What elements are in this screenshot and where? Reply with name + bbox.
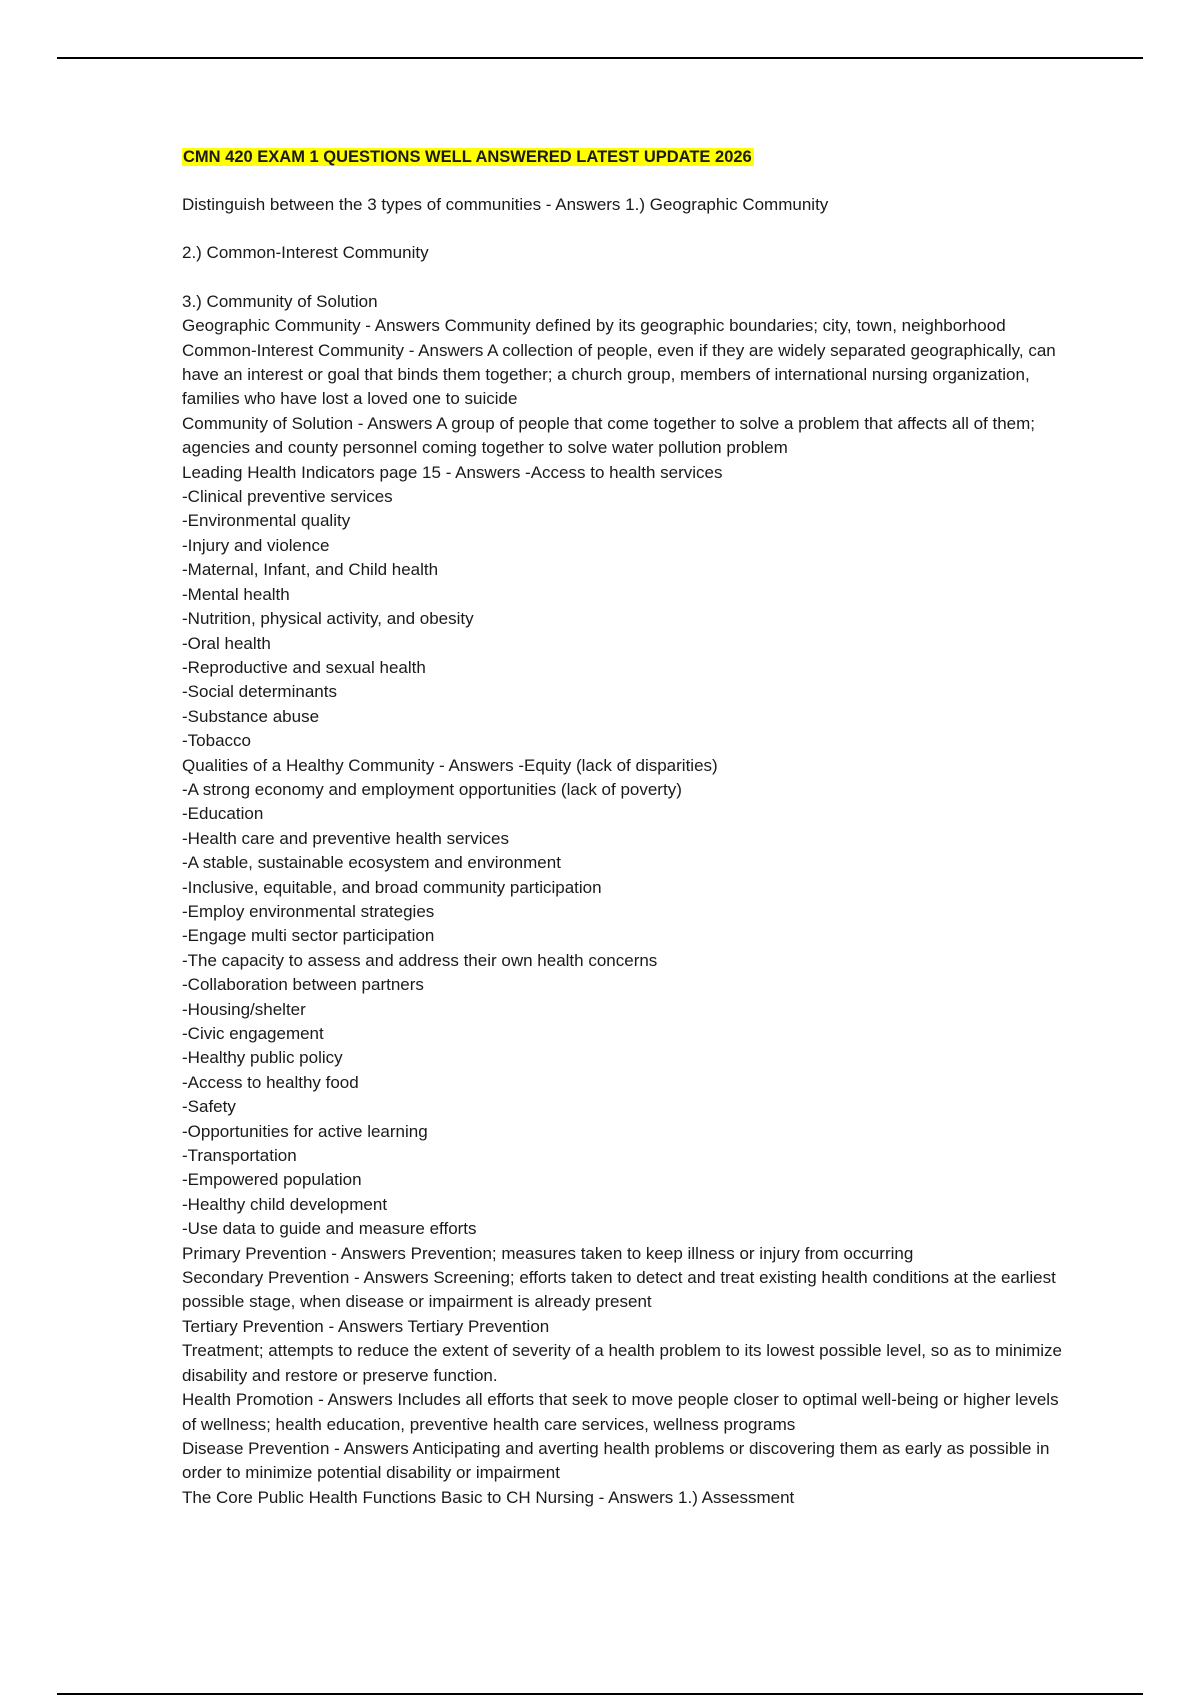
text-line: Leading Health Indicators page 15 - Answers -Access to health services [182, 462, 723, 482]
list-item: -Healthy child development [182, 1194, 388, 1214]
list-item: -Environmental quality [182, 511, 351, 531]
title-line [182, 145, 1062, 169]
list-item: -Tobacco [182, 731, 251, 751]
list-item: -Clinical preventive services [182, 487, 393, 507]
text-line: Community of Solution - Answers A group of people that come together to solve a problem that affects all of them; agencies and county personnel coming together to solve water pollution problem [182, 413, 1035, 458]
list-item: -Reproductive and sexual health [182, 657, 426, 677]
list-item: -Education [182, 804, 264, 824]
list-item: -Civic engagement [182, 1024, 324, 1043]
list-item: -Engage multi sector participation [182, 926, 435, 946]
text-line: The Core Public Health Functions Basic to CH Nursing - Answers 1.) Assessment [182, 1487, 795, 1507]
text-line: Primary Prevention - Answers Prevention; measures taken to keep illness or injury from occurring [182, 1243, 914, 1263]
footer-rule [57, 1693, 1143, 1695]
list-item: -Injury and violence [182, 535, 330, 555]
list-item: -Maternal, Infant, and Child health [182, 560, 439, 580]
list-item: -A strong economy and employment opportunities (lack of poverty) [182, 779, 682, 799]
text-line: Treatment; attempts to reduce the extent of severity of a health problem to its lowest possible level, so as to minimize disability and restore or preserve function. [182, 1341, 1063, 1385]
list-item: -Housing/shelter [182, 999, 306, 1019]
list-item: -Health care and preventive health services [182, 828, 509, 848]
text-line: Tertiary Prevention - Answers Tertiary Prevention [182, 1316, 550, 1336]
list-item: -Access to healthy food [182, 1072, 359, 1092]
text-line: Common-Interest Community - Answers A collection of people, even if they are widely separated geographically, can have an interest or goal that binds them together; a church group, members of international nursing organization, families who have lost a loved one to suicide [182, 340, 1056, 409]
list-item: -Mental health [182, 584, 290, 604]
list-item: -Opportunities for active learning [182, 1121, 428, 1141]
list-item: -Collaboration between partners [182, 975, 424, 995]
list-item: -The capacity to assess and address their own health concerns [182, 950, 658, 970]
text-line: Secondary Prevention - Answers Screening; efforts taken to detect and treat existing health conditions at the earliest possible stage, when disease or impairment is already present [182, 1268, 1056, 1312]
list-item: -Transportation [182, 1146, 297, 1166]
answers-section [182, 290, 1062, 1510]
document-body [182, 145, 1062, 1510]
list-item: -Use data to guide and measure efforts [182, 1219, 477, 1239]
list-item: -Oral health [182, 633, 271, 653]
text-line: 2.) Common-Interest Community [182, 243, 429, 263]
text-line: Disease Prevention - Answers Anticipating and averting health problems or discovering them as early as possible in order to minimize potential disability or impairment [182, 1438, 1050, 1483]
text-line: Health Promotion - Answers Includes all efforts that seek to move people closer to optimal well-being or higher levels of wellness; health education, preventive health care services, wellness programs [182, 1390, 1059, 1434]
list-item: -A stable, sustainable ecosystem and environment [182, 853, 561, 873]
text-line: Distinguish between the 3 types of communities - Answers 1.) Geographic Community [182, 195, 829, 214]
text-line: Qualities of a Healthy Community - Answers -Equity (lack of disparities) [182, 755, 718, 775]
list-item: -Nutrition, physical activity, and obesity [182, 609, 474, 629]
list-item: -Healthy public policy [182, 1048, 343, 1068]
header-rule [57, 57, 1143, 59]
text-line: Geographic Community - Answers Community defined by its geographic boundaries; city, town, neighborhood [182, 316, 1006, 336]
list-item: -Substance abuse [182, 706, 320, 726]
list-item: -Social determinants [182, 682, 337, 702]
text-line: 3.) Community of Solution [182, 291, 378, 311]
document-title: CMN 420 EXAM 1 QUESTIONS WELL ANSWERED LATEST UPDATE 2026 [183, 148, 752, 166]
list-item: -Employ environmental strategies [182, 901, 435, 921]
list-item: -Empowered population [182, 1170, 362, 1190]
list-item: -Inclusive, equitable, and broad community participation [182, 877, 602, 897]
list-item: -Safety [182, 1097, 236, 1117]
